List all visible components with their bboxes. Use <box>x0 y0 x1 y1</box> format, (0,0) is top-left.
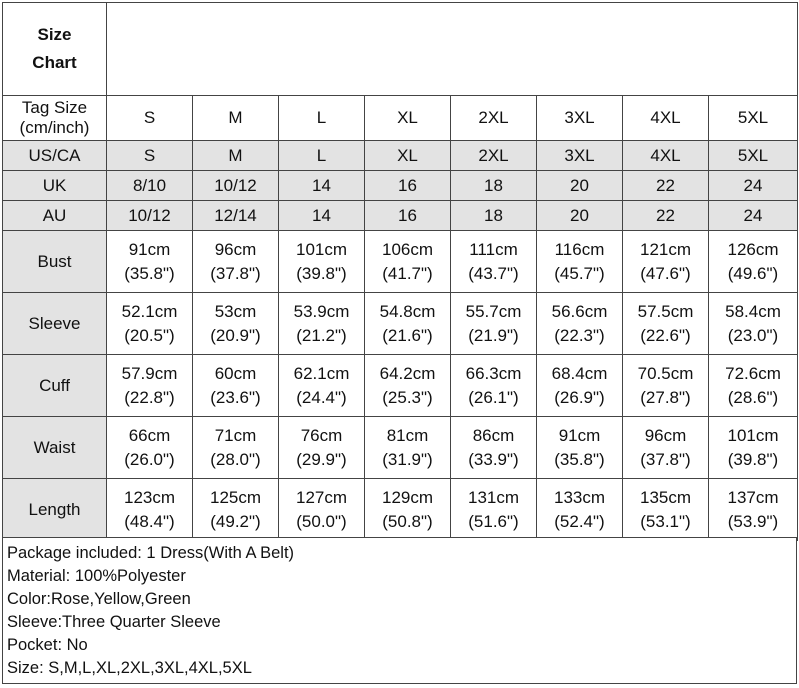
measurement-inch: (52.4") <box>554 511 605 531</box>
measurement-cell <box>107 355 193 417</box>
measurement-inch: (26.1") <box>468 387 519 407</box>
measurement-cell <box>623 479 709 541</box>
measurement-inch: (21.2") <box>296 325 347 345</box>
measurement-inch: (22.3") <box>554 325 605 345</box>
measurement-cell <box>107 479 193 541</box>
region-row <box>3 201 798 231</box>
measurement-cm: 60cm <box>214 363 257 383</box>
measurement-cell <box>107 231 193 293</box>
measurement-inch: (31.9") <box>382 449 433 469</box>
size-header-cell: 4XL <box>623 96 709 141</box>
region-size-cell: 22 <box>623 201 709 231</box>
measurement-row <box>3 417 798 479</box>
measurement-cm: 96cm <box>214 239 257 259</box>
measurement-inch: (25.3") <box>382 387 433 407</box>
region-row <box>3 141 798 171</box>
measurement-row <box>3 293 798 355</box>
measurement-cm: 58.4cm <box>725 301 781 321</box>
measurement-cell <box>537 355 623 417</box>
measurement-label: Length <box>3 479 107 541</box>
measurement-inch: (29.9") <box>296 449 347 469</box>
measurement-cell <box>193 479 279 541</box>
measurement-cm: 54.8cm <box>379 301 436 321</box>
measurement-inch: (24.4") <box>296 387 347 407</box>
region-size-cell: 20 <box>537 171 623 201</box>
measurement-cm: 96cm <box>644 425 687 445</box>
measurement-cell <box>623 355 709 417</box>
measurement-cell <box>623 417 709 479</box>
measurement-cm: 81cm <box>386 425 429 445</box>
measurement-cell <box>193 231 279 293</box>
measurement-cm: 56.6cm <box>551 301 608 321</box>
measurement-inch: (50.0") <box>296 511 347 531</box>
measurement-cell <box>537 293 623 355</box>
measurement-label: Waist <box>3 417 107 479</box>
measurement-cell <box>623 231 709 293</box>
measurement-cell <box>451 417 537 479</box>
measurement-inch: (48.4") <box>124 511 175 531</box>
measurement-cell <box>709 417 798 479</box>
measurement-cm: 101cm <box>295 239 348 259</box>
measurement-cell <box>279 293 365 355</box>
measurement-inch: (53.1") <box>640 511 691 531</box>
measurement-inch: (37.8") <box>640 449 691 469</box>
region-size-cell: L <box>279 141 365 171</box>
measurement-cm: 125cm <box>209 487 262 507</box>
measurement-cm: 62.1cm <box>293 363 350 383</box>
measurement-cm: 76cm <box>300 425 343 445</box>
measurement-cell <box>365 417 451 479</box>
measurement-inch: (35.8") <box>554 449 605 469</box>
region-size-cell: 24 <box>709 201 798 231</box>
measurement-cm: 53cm <box>214 301 257 321</box>
size-header-cell: S <box>107 96 193 141</box>
region-size-cell: 14 <box>279 171 365 201</box>
measurement-cm: 66cm <box>128 425 171 445</box>
product-info-box <box>2 537 797 684</box>
measurement-cm: 135cm <box>639 487 692 507</box>
measurement-inch: (37.8") <box>210 263 261 283</box>
measurement-cm: 57.5cm <box>637 301 694 321</box>
region-row <box>3 171 798 201</box>
info-line: Package included: 1 Dress(With A Belt) <box>7 544 295 562</box>
size-header-cell: L <box>279 96 365 141</box>
region-size-cell: 4XL <box>623 141 709 171</box>
banner-cell <box>107 3 798 96</box>
measurement-inch: (49.2") <box>210 511 261 531</box>
measurement-label: Bust <box>3 231 107 293</box>
info-line: Sleeve:Three Quarter Sleeve <box>7 613 221 631</box>
region-size-cell: 20 <box>537 201 623 231</box>
size-header-cell: 3XL <box>537 96 623 141</box>
measurement-cm: 55.7cm <box>465 301 522 321</box>
measurement-cell <box>279 355 365 417</box>
region-size-cell: 10/12 <box>107 201 193 231</box>
measurement-cm: 131cm <box>467 487 520 507</box>
measurement-cell <box>709 355 798 417</box>
measurement-inch: (20.5") <box>124 325 175 345</box>
measurement-cm: 127cm <box>295 487 348 507</box>
region-size-cell: XL <box>365 141 451 171</box>
size-header-cell: 2XL <box>451 96 537 141</box>
measurement-cell <box>279 417 365 479</box>
measurement-row <box>3 231 798 293</box>
region-size-cell: S <box>107 141 193 171</box>
measurement-inch: (22.8") <box>124 387 175 407</box>
region-size-cell: 10/12 <box>193 171 279 201</box>
region-size-cell: 18 <box>451 201 537 231</box>
banner-row <box>3 3 798 96</box>
measurement-cell <box>451 355 537 417</box>
measurement-cell <box>107 293 193 355</box>
measurement-inch: (21.6") <box>382 325 433 345</box>
measurement-cm: 91cm <box>128 239 171 259</box>
measurement-cm: 57.9cm <box>121 363 178 383</box>
measurement-inch: (51.6") <box>468 511 519 531</box>
measurement-cell <box>365 293 451 355</box>
measurement-cell <box>623 293 709 355</box>
measurement-cell <box>279 231 365 293</box>
measurement-inch: (39.8") <box>296 263 347 283</box>
measurement-cell <box>193 293 279 355</box>
measurement-inch: (33.9") <box>468 449 519 469</box>
measurement-cm: 129cm <box>381 487 434 507</box>
size-header-cell: M <box>193 96 279 141</box>
measurement-cm: 86cm <box>472 425 515 445</box>
measurement-cm: 52.1cm <box>121 301 178 321</box>
measurement-cm: 106cm <box>381 239 434 259</box>
measurement-cell <box>537 231 623 293</box>
measurement-cm: 121cm <box>639 239 692 259</box>
measurement-cell <box>451 479 537 541</box>
measurement-inch: (26.0") <box>124 449 175 469</box>
measurement-cm: 91cm <box>558 425 601 445</box>
size-chart-table <box>2 2 798 541</box>
measurement-cell <box>537 479 623 541</box>
measurement-cm: 111cm <box>469 239 518 259</box>
measurement-inch: (23.0") <box>727 325 779 345</box>
measurement-inch: (27.8") <box>640 387 691 407</box>
tag-size-label: Tag Size (cm/inch) <box>3 96 107 141</box>
measurement-inch: (53.9") <box>727 511 779 531</box>
measurement-cell <box>709 293 798 355</box>
measurement-row <box>3 479 798 541</box>
measurement-inch: (35.8") <box>124 263 175 283</box>
measurement-inch: (26.9") <box>554 387 605 407</box>
measurement-inch: (47.6") <box>640 263 691 283</box>
region-size-cell: 8/10 <box>107 171 193 201</box>
measurement-inch: (43.7") <box>468 263 519 283</box>
measurement-label: Sleeve <box>3 293 107 355</box>
measurement-cm: 66.3cm <box>465 363 522 383</box>
measurement-cell <box>193 355 279 417</box>
measurement-cm: 123cm <box>123 487 176 507</box>
measurement-cell <box>193 417 279 479</box>
measurement-cell <box>279 479 365 541</box>
measurement-inch: (50.8") <box>382 511 433 531</box>
info-line: Pocket: No <box>7 636 88 654</box>
info-line: Size: S,M,L,XL,2XL,3XL,4XL,5XL <box>7 659 252 677</box>
measurement-inch: (39.8") <box>727 449 779 469</box>
region-size-cell: 2XL <box>451 141 537 171</box>
measurement-cell <box>709 479 798 541</box>
measurement-cm: 71cm <box>214 425 257 445</box>
region-size-cell: 3XL <box>537 141 623 171</box>
measurement-cell <box>365 479 451 541</box>
measurement-inch: (45.7") <box>554 263 605 283</box>
tag-size-row <box>3 96 798 141</box>
measurement-cell <box>709 231 798 293</box>
info-line: Material: 100%Polyester <box>7 567 186 585</box>
size-chart-title: Size Chart <box>3 3 107 96</box>
measurement-inch: (23.6") <box>210 387 261 407</box>
measurement-cm: 70.5cm <box>637 363 694 383</box>
measurement-inch: (28.0") <box>210 449 261 469</box>
region-size-cell: 16 <box>365 171 451 201</box>
region-label: US/CA <box>3 141 107 171</box>
region-size-cell: 16 <box>365 201 451 231</box>
measurement-cm: 133cm <box>553 487 606 507</box>
measurement-cm: 126cm <box>727 239 779 259</box>
measurement-cm: 116cm <box>554 239 605 259</box>
measurement-cm: 53.9cm <box>293 301 350 321</box>
measurement-label: Cuff <box>3 355 107 417</box>
region-size-cell: M <box>193 141 279 171</box>
measurement-cell <box>537 417 623 479</box>
region-label: AU <box>3 201 107 231</box>
size-header-cell: XL <box>365 96 451 141</box>
region-size-cell: 12/14 <box>193 201 279 231</box>
measurement-cm: 72.6cm <box>725 363 781 383</box>
measurement-cell <box>451 231 537 293</box>
size-header-cell: 5XL <box>709 96 798 141</box>
measurement-inch: (22.6") <box>640 325 691 345</box>
measurement-inch: (20.9") <box>210 325 261 345</box>
region-size-cell: 24 <box>709 171 798 201</box>
info-line: Color:Rose,Yellow,Green <box>7 590 191 608</box>
measurement-inch: (21.9") <box>468 325 519 345</box>
measurement-inch: (28.6") <box>727 387 779 407</box>
measurement-cell <box>365 231 451 293</box>
region-size-cell: 22 <box>623 171 709 201</box>
measurement-cell <box>107 417 193 479</box>
measurement-cm: 64.2cm <box>379 363 436 383</box>
region-size-cell: 14 <box>279 201 365 231</box>
region-label: UK <box>3 171 107 201</box>
region-size-cell: 5XL <box>709 141 798 171</box>
measurement-cell <box>365 355 451 417</box>
measurement-cm: 101cm <box>727 425 779 445</box>
measurement-row <box>3 355 798 417</box>
measurement-cm: 137cm <box>727 487 779 507</box>
region-size-cell: 18 <box>451 171 537 201</box>
measurement-inch: (49.6") <box>727 263 779 283</box>
measurement-inch: (41.7") <box>382 263 433 283</box>
measurement-cm: 68.4cm <box>551 363 608 383</box>
measurement-cell <box>451 293 537 355</box>
